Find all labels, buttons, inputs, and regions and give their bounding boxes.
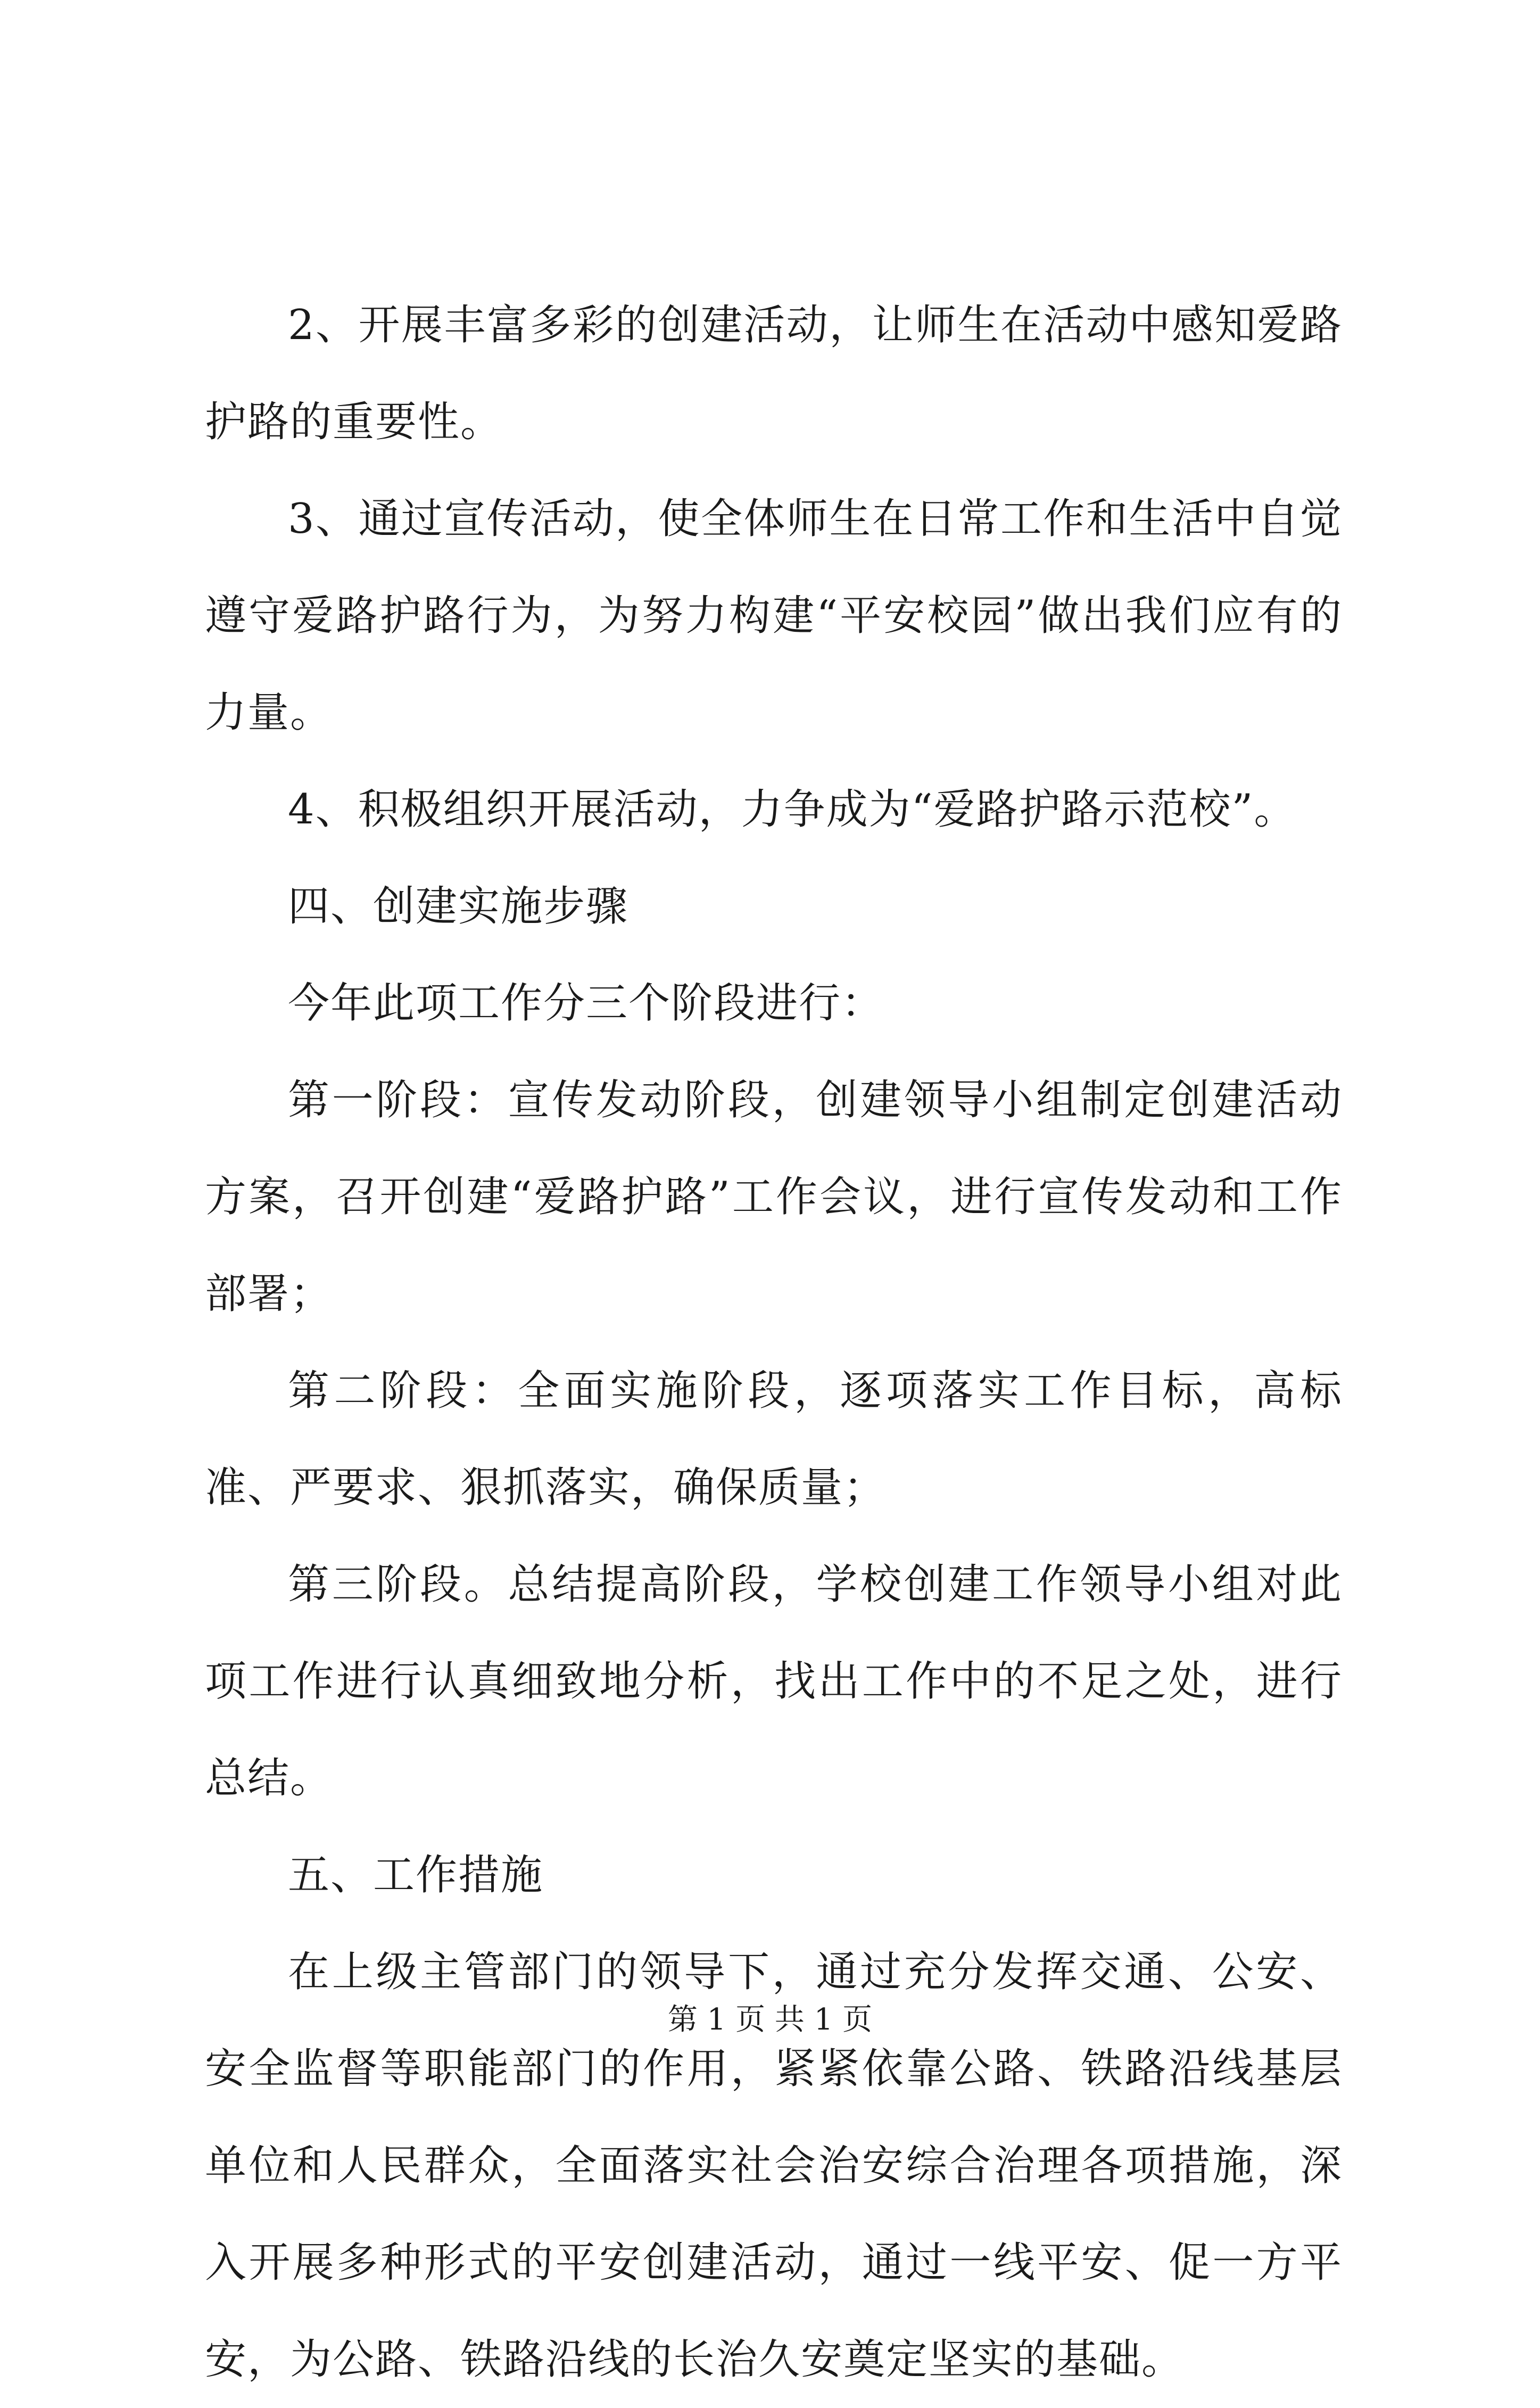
paragraph-stage-1: 第一阶段：宣传发动阶段，创建领导小组制定创建活动方案，召开创建“爱路护路”工作会议，进行宣传发动和工作部署； — [205, 1076, 1343, 1318]
paragraph-stages-intro: 今年此项工作分三个阶段进行： — [288, 979, 884, 1027]
paragraph-goal-3: 3、通过宣传活动，使全体师生在日常工作和生活中自觉遵守爱路护路行为，为努力构建“平安校园”做出我们应有的力量。 — [205, 495, 1343, 737]
section-heading-steps: 四、创建实施步骤 — [288, 883, 629, 930]
paragraph-goal-2: 2、开展丰富多彩的创建活动，让师生在活动中感知爱路护路的重要性。 — [205, 301, 1343, 446]
paragraph-goal-4: 4、积极组织开展活动，力争成为“爱路护路示范校”。 — [288, 786, 1297, 834]
document-body — [205, 277, 1343, 2408]
paragraph-measures: 在上级主管部门的领导下，通过充分发挥交通、公安、安全监督等职能部门的作用，紧紧依靠公路、铁路沿线基层单位和人民群众，全面落实社会治安综合治理各项措施，深入开展多种形式的平安创建活动，通过一线平安、促一方平安，为公路、铁路沿线的长治久安奠定坚实的基础。 — [205, 1948, 1343, 2384]
page-footer: 第 1 页 共 1 页 — [667, 2002, 873, 2037]
paragraph-stage-2: 第二阶段：全面实施阶段，逐项落实工作目标，高标准、严要求、狠抓落实，确保质量； — [205, 1367, 1343, 1512]
paragraph-stage-3: 第三阶段。总结提高阶段，学校创建工作领导小组对此项工作进行认真细致地分析，找出工作中的不足之处，进行总结。 — [205, 1561, 1343, 1802]
section-heading-measures: 五、工作措施 — [288, 1851, 544, 1899]
